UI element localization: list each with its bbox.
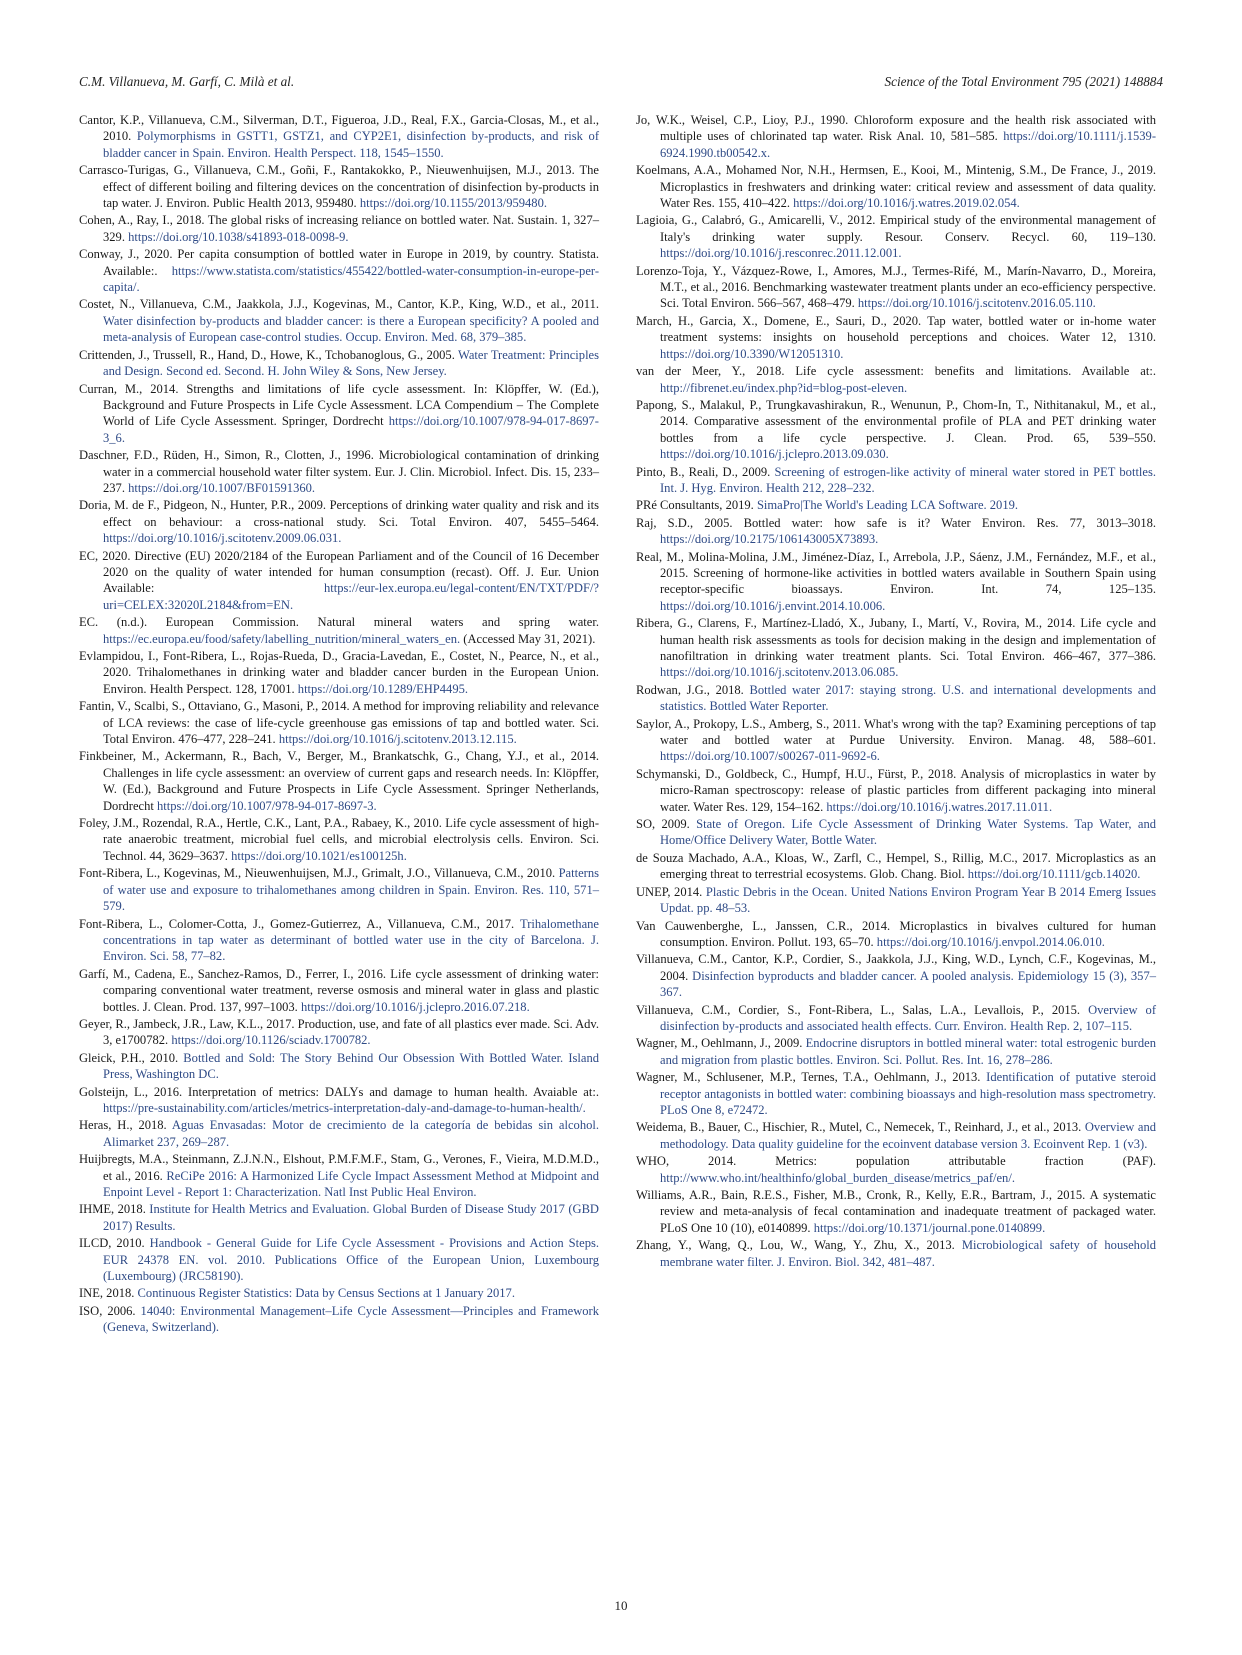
reference-text: Doria, M. de F., Pidgeon, N., Hunter, P.R., 2009. Perceptions of drinking water quality and risk and its effect on behaviour: a cross-national study. Sci. Total Environ. 407, 5455–5464. (79, 498, 599, 529)
reference-entry (636, 615, 1156, 681)
reference-text: van der Meer, Y., 2018. Life cycle assessment: benefits and limitations. Available at:. (636, 364, 1156, 379)
reference-text: Cantor, K.P., Villanueva, C.M., Silverman, D.T., Figueroa, J.D., Real, F.X., Garcia-Closas, M., et al., 2010. (79, 113, 599, 144)
reference-text: PRé Consultants, 2019. (636, 498, 757, 513)
reference-entry (636, 1035, 1156, 1068)
reference-text: Font-Ribera, L., Kogevinas, M., Nieuwenhuijsen, M.J., Grimalt, J.O., Villanueva, C.M., 2010. (79, 866, 559, 881)
reference-link[interactable]: https://doi.org/10.1371/journal.pone.0140899. (813, 1220, 1046, 1235)
reference-link[interactable]: Screening of estrogen-like activity of mineral water stored in PET bottles. Int. J. Hyg. Environ. Health 212, 228–232. (660, 464, 1157, 495)
reference-entry (79, 1151, 599, 1200)
reference-entry (79, 865, 599, 914)
reference-entry (636, 884, 1156, 917)
reference-link[interactable]: https://doi.org/10.1016/j.envpol.2014.06.010. (876, 934, 1105, 949)
reference-text: Jo, W.K., Weisel, C.P., Lioy, P.J., 1990. Chloroform exposure and the health risk associated with multiple uses of chlorinated tap water. Risk Anal. 10, 581–585. (636, 113, 1156, 144)
reference-link[interactable]: Institute for Health Metrics and Evaluation. Global Burden of Disease Study 2017 (GBD 2017) Results. (103, 1202, 599, 1233)
reference-entry (636, 515, 1156, 548)
reference-link[interactable]: Overview of disinfection by-products and associated health effects. Curr. Environ. Health Rep. 2, 107–115. (660, 1002, 1156, 1033)
running-header (79, 74, 1163, 90)
reference-link[interactable]: Bottled water 2017: staying strong. U.S. and international developments and statistics. Bottled Water Reporter. (660, 682, 1156, 714)
reference-link[interactable]: https://doi.org/10.1111/gcb.14020. (967, 867, 1141, 882)
reference-entry (636, 918, 1156, 951)
reference-link[interactable]: Microbiological safety of household membrane water filter. J. Environ. Biol. 342, 481–487. (660, 1238, 1156, 1269)
reference-entry (79, 162, 599, 211)
reference-link[interactable]: https://pre-sustainability.com/articles/metrics-interpretation-daly-and-damage-to-human-health/. (103, 1100, 586, 1115)
reference-entry (636, 112, 1156, 161)
reference-text: UNEP, 2014. (636, 884, 706, 899)
reference-entry (79, 212, 599, 245)
reference-link[interactable]: State of Oregon. Life Cycle Assessment of Drinking Water Systems. Tap Water, and Home/Office Delivery Water, Bottle Water. (660, 817, 1156, 848)
reference-entry (79, 748, 599, 814)
reference-link[interactable]: ReCiPe 2016: A Harmonized Life Cycle Impact Assessment Method at Midpoint and Enpoint Level - Report 1: Characterization. Natl Inst Public Heal Environ. (103, 1168, 600, 1199)
reference-link[interactable]: https://doi.org/10.1007/s00267-011-9692-6. (660, 749, 880, 764)
reference-entry (636, 263, 1156, 312)
reference-link[interactable]: https://doi.org/10.1126/sciadv.1700782. (171, 1033, 371, 1048)
reference-entry (79, 614, 599, 647)
reference-text: de Souza Machado, A.A., Kloas, W., Zarfl, C., Hempel, S., Rillig, M.C., 2017. Microplastics as an emerging threat to terrestrial ecosystems. Glob. Chang. Biol. (636, 850, 1156, 882)
reference-link[interactable]: http://fibrenet.eu/index.php?id=blog-post-eleven. (660, 380, 908, 395)
reference-link[interactable]: Trihalomethane concentrations in tap water as determinant of bottled water use in the city of Barcelona. J. Environ. Sci. 58, 77–82. (103, 916, 599, 964)
reference-entry (636, 716, 1156, 765)
reference-link[interactable]: https://doi.org/10.1016/j.watres.2017.11.011. (826, 799, 1053, 814)
reference-link[interactable]: https://www.statista.com/statistics/455422/bottled-water-consumption-in-europe-per-capita/. (103, 263, 599, 295)
reference-link[interactable]: https://doi.org/10.1007/978-94-017-8697-3_6. (103, 414, 599, 445)
reference-link[interactable]: https://doi.org/10.1016/j.resconrec.2011.12.001. (660, 246, 902, 261)
reference-text: Zhang, Y., Wang, Q., Lou, W., Wang, Y., Zhu, X., 2013. (636, 1238, 962, 1253)
reference-link[interactable]: https://doi.org/10.1007/978-94-017-8697-3. (157, 798, 377, 813)
reference-entry (636, 212, 1156, 261)
reference-entry (79, 1084, 599, 1117)
reference-entry (636, 1187, 1156, 1236)
reference-link[interactable]: https://doi.org/10.1016/j.scitotenv.2009.06.031. (103, 531, 342, 546)
reference-link[interactable]: SimaPro|The World's Leading LCA Software. 2019. (756, 498, 1019, 513)
reference-entry (79, 1050, 599, 1083)
references-right-column (636, 112, 1156, 1271)
reference-entry (636, 816, 1156, 849)
reference-link[interactable]: https://doi.org/10.1016/j.scitotenv.2013.06.085. (660, 665, 899, 680)
reference-entry (636, 951, 1156, 1000)
reference-entry (636, 1237, 1156, 1270)
reference-entry (636, 1119, 1156, 1152)
reference-text: SO, 2009. (636, 817, 697, 832)
reference-link[interactable]: https://doi.org/10.1021/es100125h. (231, 848, 407, 863)
reference-text: Ribera, G., Clarens, F., Martínez-Lladó, X., Jubany, I., Martí, V., Rovira, M., 2014. Life cycle and human health risk assessments as tools for decision making in the design and implementation of nanofiltration in drinking water treatment plants. Sci. Total Environ. 466–467, 377–386. (636, 616, 1156, 663)
reference-entry (79, 1201, 599, 1234)
reference-entry (79, 1235, 599, 1284)
reference-text: Lagioia, G., Calabró, G., Amicarelli, V., 2012. Empirical study of the environmental management of Italy's drinking water supply. Resour. Conserv. Recycl. 60, 119–130. (636, 213, 1156, 244)
reference-link[interactable]: https://doi.org/10.1111/j.1539-6924.1990.tb00542.x. (660, 129, 1156, 160)
reference-text: IHME, 2018. (79, 1202, 150, 1217)
reference-entry (636, 766, 1156, 815)
reference-link[interactable]: Overview and methodology. Data quality guideline for the ecoinvent database version 3. Ecoinvent Rep. 1 (v3). (660, 1120, 1156, 1151)
reference-link[interactable]: Endocrine disruptors in bottled mineral water: total estrogenic burden and migration from plastic bottles. Environ. Sci. Pollut. Res. Int. 16, 278–286. (660, 1036, 1156, 1067)
reference-link[interactable]: 14040: Environmental Management–Life Cycle Assessment—Principles and Framework (Geneva, Switzerland). (103, 1303, 599, 1335)
reference-link[interactable]: https://doi.org/10.1038/s41893-018-0098-9. (128, 229, 349, 244)
reference-text: Saylor, A., Prokopy, L.S., Amberg, S., 2011. What's wrong with the tap? Examining perceptions of tap water and bottled water at Purdue University. Environ. Manag. 48, 588–601. (636, 716, 1156, 748)
reference-text: Weidema, B., Bauer, C., Hischier, R., Mutel, C., Nemecek, T., Reinhard, J., et al., 2013. (636, 1120, 1085, 1135)
reference-text: Conway, J., 2020. Per capita consumption of bottled water in Europe in 2019, by country. Statista. Available:. (79, 247, 599, 278)
reference-link[interactable]: https://doi.org/10.1016/j.scitotenv.2016.05.110. (857, 296, 1096, 311)
reference-text: Papong, S., Malakul, P., Trungkavashirakun, R., Wenunun, P., Chom-In, T., Nithitanakul, M., et al., 2014. Comparative assessment of the environmental profile of PLA and PET drinking water bottles from a life cycle perspective. J. Clean. Prod. 65, 539–550. (636, 397, 1156, 445)
reference-text: March, H., Garcia, X., Domene, E., Sauri, D., 2020. Tap water, bottled water or in-home water treatment systems: insights on household perceptions and choices. Water 12, 1310. (636, 313, 1156, 345)
reference-text: Cohen, A., Ray, I., 2018. The global risks of increasing reliance on bottled water. Nat. Sustain. 1, 327–329. (79, 213, 599, 244)
reference-entry (636, 363, 1156, 396)
reference-entry (79, 347, 599, 380)
page-number: 10 (614, 1598, 628, 1613)
reference-text: Finkbeiner, M., Ackermann, R., Bach, V., Berger, M., Brankatschk, G., Chang, Y.J., et al., 2014. Challenges in life cycle assessment: an overview of current gaps and research needs. In: Klöpffer, W. (Ed.), Background and Future Prospects in Life Cycle Assessment. Springer Netherlands, Dordrecht (79, 749, 599, 813)
reference-link[interactable]: https://doi.org/10.2175/106143005X73893. (660, 532, 879, 547)
reference-link[interactable]: https://doi.org/10.1016/j.watres.2019.02.054. (793, 196, 1020, 211)
reference-link[interactable]: https://doi.org/10.1016/j.jclepro.2016.07.218. (300, 999, 530, 1014)
reference-entry (636, 464, 1156, 497)
reference-link[interactable]: https://doi.org/10.1016/j.jclepro.2013.09.030. (660, 447, 889, 462)
reference-entry (636, 397, 1156, 463)
reference-text: Carrasco-Turigas, G., Villanueva, C.M., Goñi, F., Rantakokko, P., Nieuwenhuijsen, M.J., 2013. The effect of different boiling and filtering devices on the concentration of disinfection by-products in tap water. J. Environ. Public Health 2013, 959480. (79, 163, 599, 211)
reference-text: ILCD, 2010. (79, 1236, 150, 1251)
reference-link[interactable]: Handbook - General Guide for Life Cycle Assessment - Provisions and Action Steps. EUR 24378 EN. vol. 2010. Publications Office of the European Union, Luxembourg (Luxembourg) (JRC58190). (103, 1236, 599, 1284)
reference-link[interactable]: https://ec.europa.eu/food/safety/labelling_nutrition/mineral_waters_en. (103, 631, 461, 646)
reference-text: Golsteijn, L., 2016. Interpretation of metrics: DALYs and damage to human health. Avaiable at:. (79, 1084, 599, 1099)
header-authors: C.M. Villanueva, M. Garfí, C. Milà et al. (79, 74, 295, 89)
reference-link[interactable]: https://doi.org/10.3390/W12051310. (660, 346, 844, 361)
reference-entry (79, 966, 599, 1015)
reference-entry (79, 296, 599, 345)
reference-entry (79, 548, 599, 614)
reference-text: Wagner, M., Schlusener, M.P., Ternes, T.A., Oehlmann, J., 2013. (636, 1070, 987, 1085)
reference-text: ISO, 2006. (79, 1303, 141, 1318)
reference-link[interactable]: Patterns of water use and exposure to trihalomethanes among children in Spain. Environ. Res. 110, 571–579. (103, 866, 599, 914)
reference-entry (79, 381, 599, 447)
reference-text: Real, M., Molina-Molina, J.M., Jiménez-Díaz, I., Arrebola, J.P., Sáenz, J.M., Fernández, M.F., et al., 2015. Screening of hormone-like activities in bottled waters available in Southern Spain using receptor-specific bioassays. Environ. Int. 74, 125–135. (636, 549, 1156, 597)
reference-link[interactable]: https://doi.org/10.1016/j.envint.2014.10.006. (660, 598, 886, 613)
reference-entry (79, 112, 599, 161)
reference-text: Crittenden, J., Trussell, R., Hand, D., Howe, K., Tchobanoglous, G., 2005. (79, 347, 459, 362)
reference-text: Geyer, R., Jambeck, J.R., Law, K.L., 2017. Production, use, and fate of all plastics ever made. Sci. Adv. 3, e1700782. (79, 1016, 599, 1048)
reference-link[interactable]: Bottled and Sold: The Story Behind Our Obsession With Bottled Water. Island Press, Washington DC. (103, 1050, 599, 1082)
reference-entry (636, 549, 1156, 615)
reference-text: Pinto, B., Reali, D., 2009. (636, 464, 775, 479)
reference-entry (79, 447, 599, 496)
reference-text: Williams, A.R., Bain, R.E.S., Fisher, M.B., Cronk, R., Kelly, E.R., Bartram, J., 2015. A systematic review and meta-analysis of fecal contamination and inadequate treatment of packaged water. PLoS One 10 (10), e0140899. (636, 1188, 1156, 1235)
reference-entry (79, 497, 599, 546)
reference-text: Evlampidou, I., Font-Ribera, L., Rojas-Rueda, D., Gracia-Lavedan, E., Costet, N., Pearce, N., et al., 2020. Trihalomethanes in drinking water and bladder cancer burden in the European Union. Environ. Health Perspect. 128, 17001. (79, 649, 599, 696)
reference-link[interactable]: Continuous Register Statistics: Data by Census Sections at 1 January 2017. (137, 1286, 515, 1301)
reference-text: Villanueva, C.M., Cantor, K.P., Cordier, S., Jaakkola, J.J., King, W.D., Lynch, C.F., Kogevinas, M., 2004. (636, 952, 1156, 983)
reference-entry (79, 648, 599, 697)
reference-text: Garfí, M., Cadena, E., Sanchez-Ramos, D., Ferrer, I., 2016. Life cycle assessment of drinking water: comparing conventional water treatment, reverse osmosis and mineral water in glass and plastic bottles. J. Clean. Prod. 137, 997–1003. (79, 966, 599, 1014)
reference-note: (Accessed May 31, 2021). (460, 631, 596, 646)
reference-text: Fantin, V., Scalbi, S., Ottaviano, G., Masoni, P., 2014. A method for improving reliability and relevance of LCA reviews: the case of life-cycle greenhouse gas emissions of tap and bottled water. Sci. Total Environ. 476–477, 228–241. (79, 699, 599, 747)
reference-link[interactable]: https://eur-lex.europa.eu/legal-content/EN/TXT/PDF/?uri=CELEX:32020L2184&from=EN. (103, 581, 599, 612)
reference-entry (79, 916, 599, 965)
reference-entry (79, 815, 599, 864)
reference-entry (636, 162, 1156, 211)
reference-link[interactable]: https://doi.org/10.1007/BF01591360. (128, 480, 316, 495)
reference-text: Villanueva, C.M., Cordier, S., Font-Ribera, L., Salas, L.A., Levallois, P., 2015. (636, 1002, 1089, 1017)
reference-link[interactable]: Polymorphisms in GSTT1, GSTZ1, and CYP2E1, disinfection by-products, and risk of bladder cancer in Spain. Environ. Health Perspect. 118, 1545–1550. (103, 129, 600, 160)
reference-entry (636, 1002, 1156, 1035)
reference-entry (636, 682, 1156, 715)
reference-text: Heras, H., 2018. (79, 1118, 172, 1133)
reference-text: Huijbregts, M.A., Steinmann, Z.J.N.N., Elshout, P.M.F.M.F., Stam, G., Verones, F., Vieira, M.D.M.D., et al., 2016. (79, 1152, 599, 1183)
reference-text: Koelmans, A.A., Mohamed Nor, N.H., Hermsen, E., Kooi, M., Mintenig, S.M., De France, J., 2019. Microplastics in freshwaters and drinking water: critical review and assessment of data quality. Water Res. 155, 410–422. (636, 163, 1156, 211)
reference-link[interactable]: Disinfection byproducts and bladder cancer. A pooled analysis. Epidemiology 15 (3), 357–367. (660, 968, 1156, 1000)
reference-entry (79, 1016, 599, 1049)
reference-text: Costet, N., Villanueva, C.M., Jaakkola, J.J., Kogevinas, M., Cantor, K.P., King, W.D., et al., 2011. (79, 297, 599, 312)
reference-text: Van Cauwenberghe, L., Janssen, C.R., 2014. Microplastics in bivalves cultured for human consumption. Environ. Pollut. 193, 65–70. (636, 918, 1156, 949)
reference-link[interactable]: Water disinfection by-products and bladder cancer: is there a European specificity? A pooled and meta-analysis of European case-control studies. Occup. Environ. Med. 68, 379–385. (103, 313, 599, 345)
reference-link[interactable]: http://www.who.int/healthinfo/global_burden_disease/metrics_paf/en/. (660, 1170, 1015, 1185)
reference-text: Schymanski, D., Goldbeck, C., Humpf, H.U., Fürst, P., 2018. Analysis of microplastics in water by micro-Raman spectroscopy: release of plastic particles from different packaging into mineral water. Water Res. 129, 154–162. (636, 766, 1156, 814)
reference-text: Gleick, P.H., 2010. (79, 1050, 184, 1065)
reference-entry (79, 698, 599, 747)
reference-link[interactable]: Water Treatment: Principles and Design. Second ed. Second. H. John Wiley & Sons, New Jersey. (103, 347, 600, 379)
reference-text: INE, 2018. (79, 1286, 138, 1301)
reference-text: Lorenzo-Toja, Y., Vázquez-Rowe, I., Amores, M.J., Termes-Rifé, M., Marín-Navarro, D., Moreira, M.T., et al., 2016. Benchmarking wastewater treatment plants under an eco-efficiency perspective. Sci. Total Environ. 566–567, 468–479. (636, 263, 1156, 311)
header-journal: Science of the Total Environment 795 (2021) 148884 (884, 74, 1163, 89)
reference-link[interactable]: https://doi.org/10.1155/2013/959480. (359, 196, 547, 211)
reference-entry (636, 497, 1156, 513)
reference-text: Wagner, M., Oehlmann, J., 2009. (636, 1036, 806, 1051)
reference-text: EC, 2020. Directive (EU) 2020/2184 of the European Parliament and of the Council of 16 December 2020 on the quality of water intended for human consumption (recast). Off. J. Eur. Union Available: (79, 548, 599, 596)
reference-text: Foley, J.M., Rozendal, R.A., Hertle, C.K., Lant, P.A., Rabaey, K., 2010. Life cycle assessment of high-rate anaerobic treatment, microbial fuel cells, and microbial electrolysis cells. Environ. Sci. Technol. 44, 3629–3637. (79, 816, 599, 863)
reference-text: Curran, M., 2014. Strengths and limitations of life cycle assessment. In: Klöpffer, W. (Ed.), Background and Future Prospects in Life Cycle Assessment. LCA Compendium – The Complete World of Life Cycle Assessment. Springer, Dordrecht (79, 381, 599, 429)
reference-entry (79, 246, 599, 295)
reference-link[interactable]: https://doi.org/10.1289/EHP4495. (297, 681, 469, 696)
reference-link[interactable]: Identification of putative steroid receptor antagonists in bottled water: combining bioassays and high-resolution mass spectrometry. PLoS One 8, e72472. (660, 1070, 1156, 1117)
reference-entry (79, 1285, 599, 1301)
reference-entry (636, 1069, 1156, 1118)
reference-entry (636, 1153, 1156, 1186)
reference-text: WHO, 2014. Metrics: population attributable fraction (PAF). (636, 1154, 1156, 1169)
reference-link[interactable]: https://doi.org/10.1016/j.scitotenv.2013.12.115. (278, 732, 517, 747)
reference-entry (79, 1117, 599, 1150)
references-left-column (79, 112, 599, 1337)
reference-link[interactable]: Plastic Debris in the Ocean. United Nations Environ Program Year B 2014 Emerg Issues Updat. pp. 48–53. (660, 884, 1156, 916)
reference-link[interactable]: Aguas Envasadas: Motor de crecimiento de la categoría de bebidas sin alcohol. Alimarket 237, 269–287. (103, 1118, 599, 1149)
reference-text: EC. (n.d.). European Commission. Natural mineral waters and spring water. (79, 615, 599, 630)
reference-text: Rodwan, J.G., 2018. (636, 682, 750, 697)
reference-entry (636, 850, 1156, 883)
reference-text: Raj, S.D., 2005. Bottled water: how safe is it? Water Environ. Res. 77, 3013–3018. (636, 515, 1156, 530)
reference-text: Daschner, F.D., Rüden, H., Simon, R., Clotten, J., 1996. Microbiological contamination of drinking water in a commercial household water filter system. Eur. J. Clin. Microbiol. Infect. Dis. 15, 233–237. (79, 448, 599, 495)
reference-entry (636, 313, 1156, 362)
reference-text: Font-Ribera, L., Colomer-Cotta, J., Gomez-Gutierrez, A., Villanueva, C.M., 2017. (79, 916, 520, 931)
reference-entry (79, 1303, 599, 1336)
